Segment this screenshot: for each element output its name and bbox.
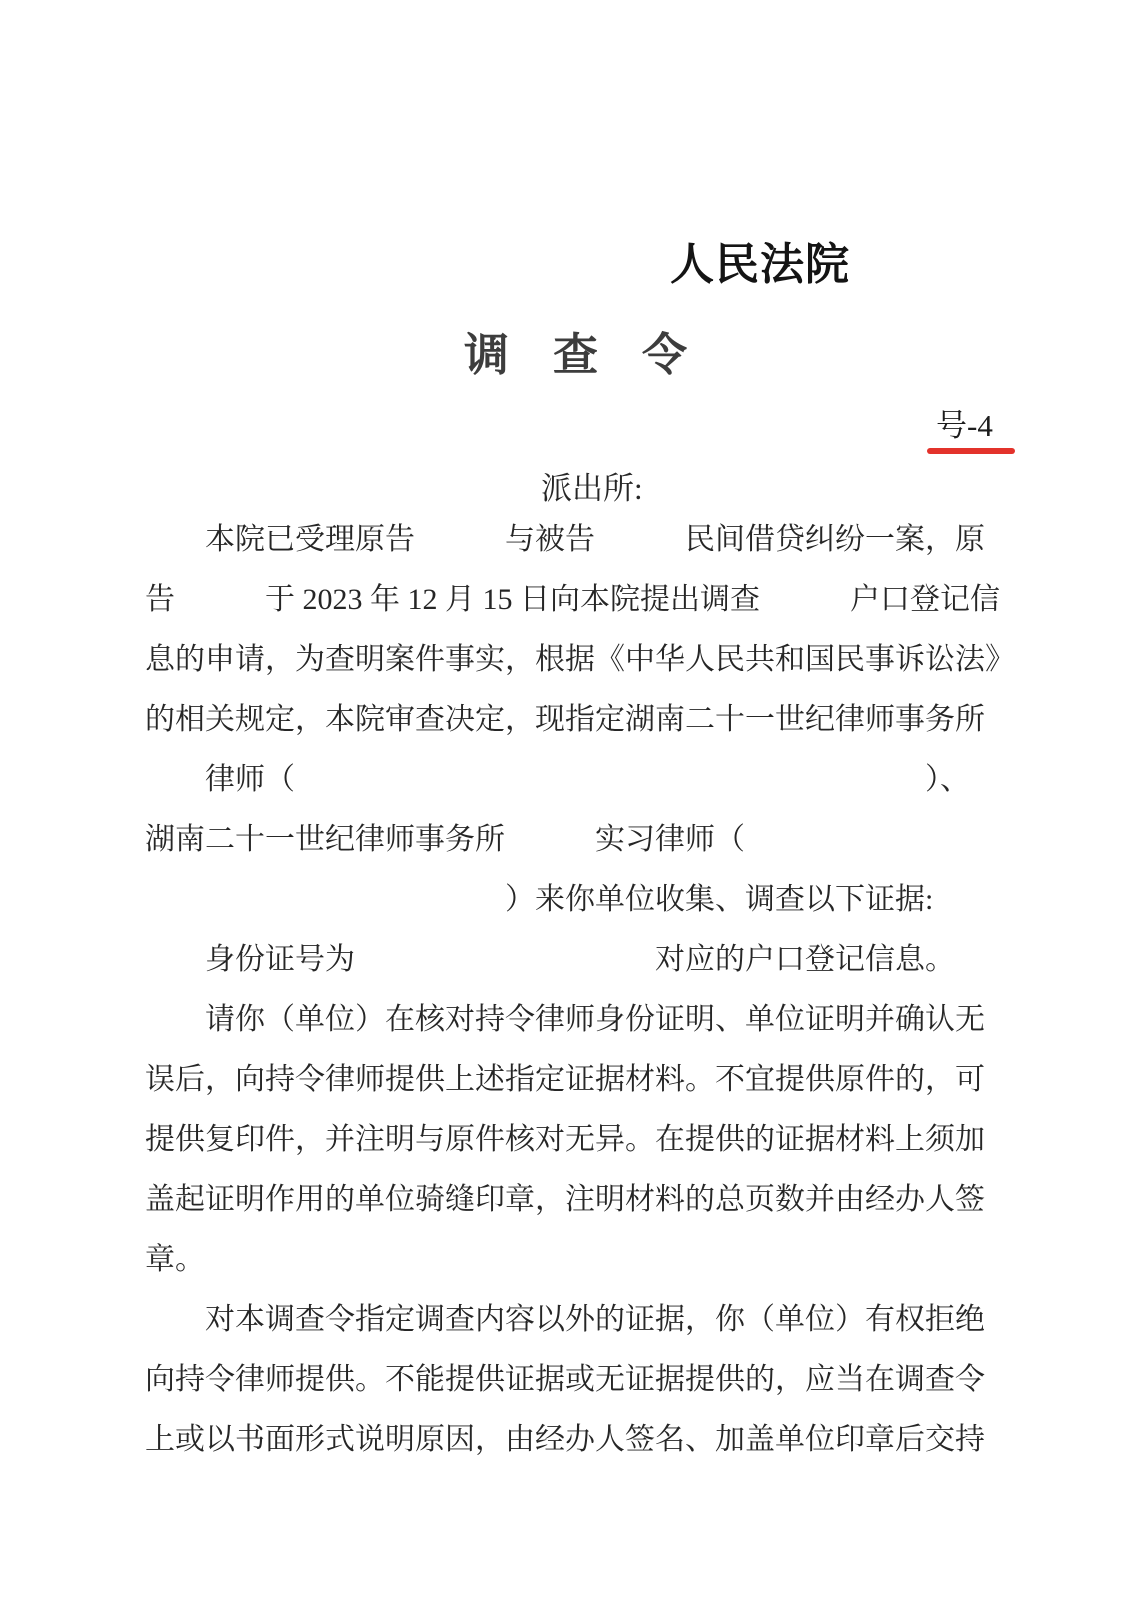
body-line: 对本调查令指定调查内容以外的证据，你（单位）有权拒绝 — [145, 1303, 985, 1336]
body-line: 盖起证明作用的单位骑缝印章，注明材料的总页数并由经办人签 — [145, 1183, 985, 1216]
body-line: 律师（ ）、 — [145, 763, 970, 796]
body-line: 息的申请，为查明案件事实，根据《中华人民共和国民事诉讼法》 — [145, 643, 1015, 676]
body-line: 请你（单位）在核对持令律师身份证明、单位证明并确认无 — [145, 1003, 985, 1036]
doc-number: 号-4 — [936, 408, 993, 443]
recipient-label: 派出所: — [541, 471, 643, 506]
body-line: 上或以书面形式说明原因，由经办人签名、加盖单位印章后交持 — [145, 1423, 985, 1456]
court-title: 人民法院 — [670, 240, 850, 289]
body-line: 提供复印件，并注明与原件核对无异。在提供的证据材料上须加 — [145, 1123, 985, 1156]
doc-title: 调查令 — [464, 330, 732, 380]
doc-number-underline — [927, 448, 1015, 454]
body-line: 告 于 2023 年 12 月 15 日向本院提出调查 户口登记信 — [145, 583, 1000, 616]
document-body — [145, 510, 1025, 1470]
body-line: 的相关规定，本院审查决定，现指定湖南二十一世纪律师事务所 — [145, 703, 985, 736]
body-line: 身份证号为 对应的户口登记信息。 — [145, 943, 955, 976]
body-line: 向持令律师提供。不能提供证据或无证据提供的，应当在调查令 — [145, 1363, 985, 1396]
body-line: 本院已受理原告 与被告 民间借贷纠纷一案，原 — [145, 523, 985, 556]
body-line: ）来你单位收集、调查以下证据: — [145, 883, 934, 916]
body-line: 章。 — [145, 1243, 205, 1276]
body-line: 误后，向持令律师提供上述指定证据材料。不宜提供原件的，可 — [145, 1063, 985, 1096]
body-line: 湖南二十一世纪律师事务所 实习律师（ — [145, 823, 745, 856]
